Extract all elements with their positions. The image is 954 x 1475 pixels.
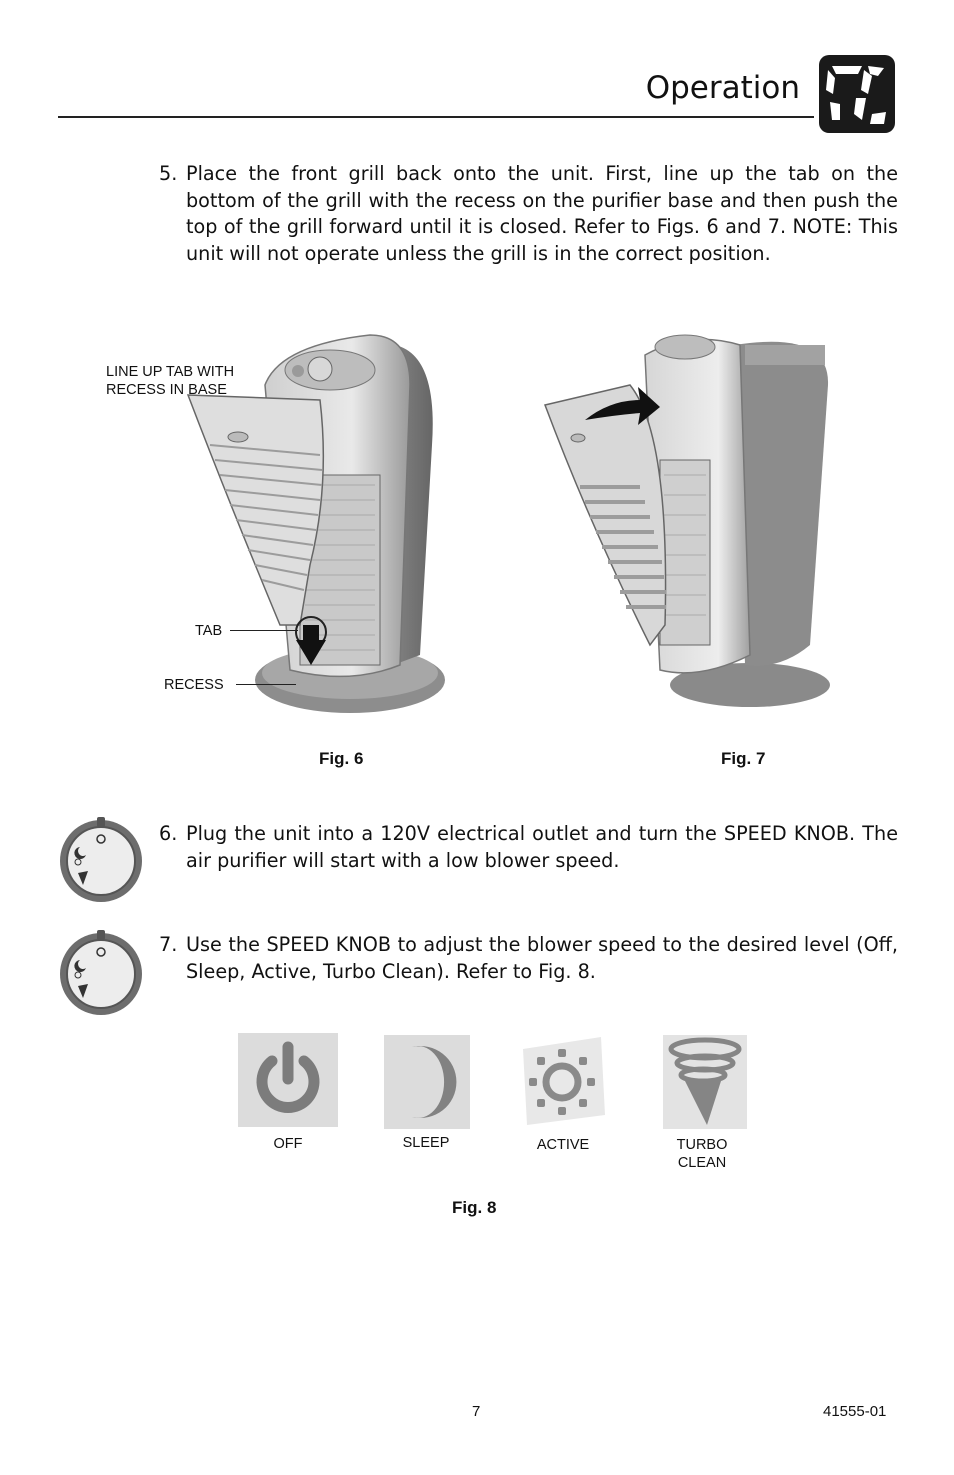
step-number: 6. (159, 822, 178, 845)
mode-label-active: ACTIVE (536, 1137, 590, 1153)
tornado-icon (663, 1035, 747, 1129)
step-text: Place the front grill back onto the unit. First, line up the tab on the bottom of the grill with the recess on the purifier base and then push the top of the grill forward until it is closed. Refer to Figs. 6 and 7. NOTE: This unit will not operate unless the grill is in the correct position. (186, 162, 898, 265)
step-number: 7. (159, 933, 178, 956)
fig6-caption: Fig. 6 (319, 749, 364, 768)
fig7-illustration (540, 325, 835, 710)
callout-line-up (106, 363, 266, 399)
callout-line-1: LINE UP TAB WITH (106, 364, 235, 380)
callout-recess: RECESS (164, 677, 224, 693)
step-text: Plug the unit into a 120V electrical outlet and turn the SPEED KNOB. The air purifier will start with a low blower speed. (186, 822, 898, 872)
speed-knob-icon (58, 815, 144, 903)
header-rule (58, 116, 814, 118)
callout-tab-leader (230, 630, 298, 631)
moon-icon (384, 1035, 470, 1129)
callout-recess-leader (236, 684, 296, 685)
mode-label-clean: CLEAN (677, 1155, 727, 1171)
step-6 (159, 821, 899, 877)
page-title: Operation (645, 70, 800, 106)
mode-label-turbo-clean (662, 1136, 742, 1172)
fig8-caption: Fig. 8 (452, 1198, 497, 1217)
power-icon (238, 1033, 338, 1127)
page-number: 7 (472, 1403, 481, 1420)
step-7 (159, 932, 899, 988)
step-text: Use the SPEED KNOB to adjust the blower speed to the desired level (Off, Sleep, Active, Turbo Clean). Refer to Fig. 8. (186, 933, 898, 983)
sun-icon (517, 1035, 607, 1127)
callout-tab: TAB (195, 623, 223, 639)
mode-label-turbo: TURBO (676, 1137, 728, 1153)
doc-code: 41555-01 (823, 1403, 887, 1420)
step-number: 5. (159, 162, 178, 185)
fig7-caption: Fig. 7 (721, 749, 766, 768)
speed-knob-icon (58, 928, 144, 1016)
callout-line-2: RECESS IN BASE (106, 382, 227, 398)
mode-label-sleep: SLEEP (402, 1135, 450, 1151)
step-5 (159, 161, 899, 271)
mode-label-off: OFF (273, 1136, 303, 1152)
digital-7-icon (818, 54, 896, 134)
